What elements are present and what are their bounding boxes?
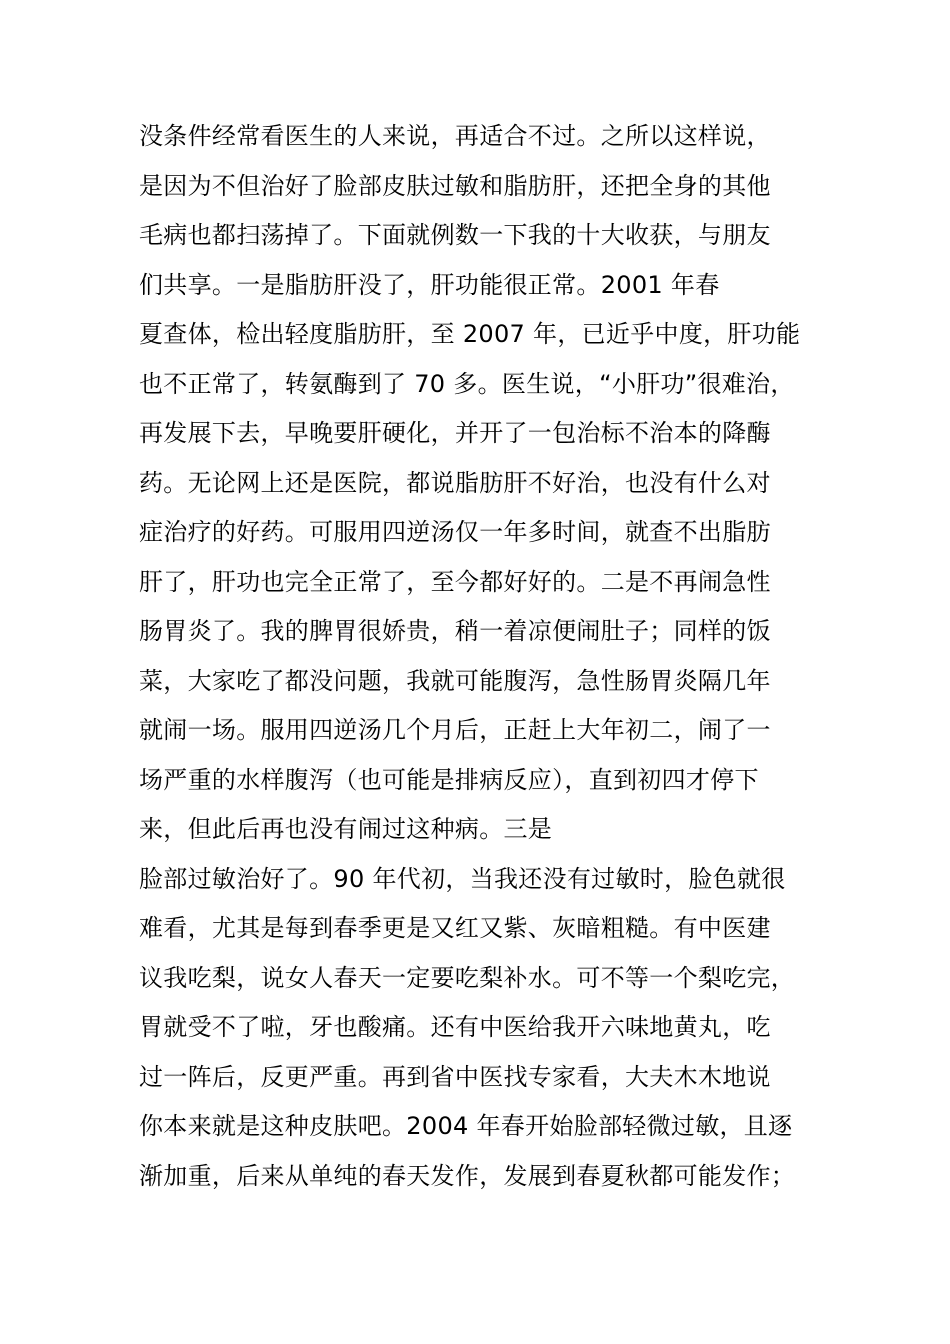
text-line: 难看，尤其是每到春季更是又红又紫、灰暗粗糙。有中医建 — [139, 914, 771, 942]
text-line: 没条件经常看医生的人来说，再适合不过。之所以这样说， — [139, 122, 771, 150]
text-line: 肠胃炎了。我的脾胃很娇贵，稍一着凉便闹肚子；同样的饭 — [139, 617, 771, 645]
text-line: 议我吃梨，说女人春天一定要吃梨补水。可不等一个梨吃完， — [139, 963, 796, 992]
body-text — [139, 112, 839, 1201]
text-line: 肝了，肝功也完全正常了，至今都好好的。二是不再闹急性 — [139, 567, 771, 596]
text-line: 过一阵后，反更严重。再到省中医找专家看，大夫木木地说 — [139, 1062, 771, 1091]
text-line: 你本来就是这种皮肤吧。2004 年春开始脸部轻微过敏，且逐 — [139, 1112, 793, 1140]
text-line: 渐加重，后来从单纯的春天发作，发展到春夏秋都可能发作； — [139, 1161, 796, 1190]
text-line: 菜，大家吃了都没问题，我就可能腹泻，急性肠胃炎隔几年 — [139, 666, 771, 695]
text-line: 就闹一场。服用四逆汤几个月后，正赶上大年初二，闹了一 — [139, 716, 771, 744]
text-line: 药。无论网上还是医院，都说脂肪肝不好治，也没有什么对 — [139, 468, 771, 497]
text-line: 来，但此后再也没有闹过这种病。三是 — [139, 815, 553, 843]
text-line: 夏查体，检出轻度脂肪肝，至 2007 年，已近乎中度，肝功能 — [139, 320, 801, 348]
text-line: 毛病也都扫荡掉了。下面就例数一下我的十大收获，与朋友 — [139, 221, 771, 249]
text-line: 也不正常了，转氨酶到了 70 多。医生说，“小肝功”很难治， — [139, 369, 795, 398]
text-line: 场严重的水样腹泻（也可能是排病反应），直到初四才停下 — [139, 765, 759, 794]
text-line: 症治疗的好药。可服用四逆汤仅一年多时间，就查不出脂肪 — [139, 518, 771, 546]
text-line: 是因为不但治好了脸部皮肤过敏和脂肪肝，还把全身的其他 — [139, 171, 771, 200]
text-line: 胃就受不了啦，牙也酸痛。还有中医给我开六味地黄丸，吃 — [139, 1013, 771, 1041]
text-line: 们共享。一是脂肪肝没了，肝功能很正常。2001 年春 — [139, 270, 720, 299]
text-line: 脸部过敏治好了。90 年代初，当我还没有过敏时，脸色就很 — [139, 864, 786, 893]
text-line: 再发展下去，早晚要肝硬化，并开了一包治标不治本的降酶 — [139, 419, 771, 447]
